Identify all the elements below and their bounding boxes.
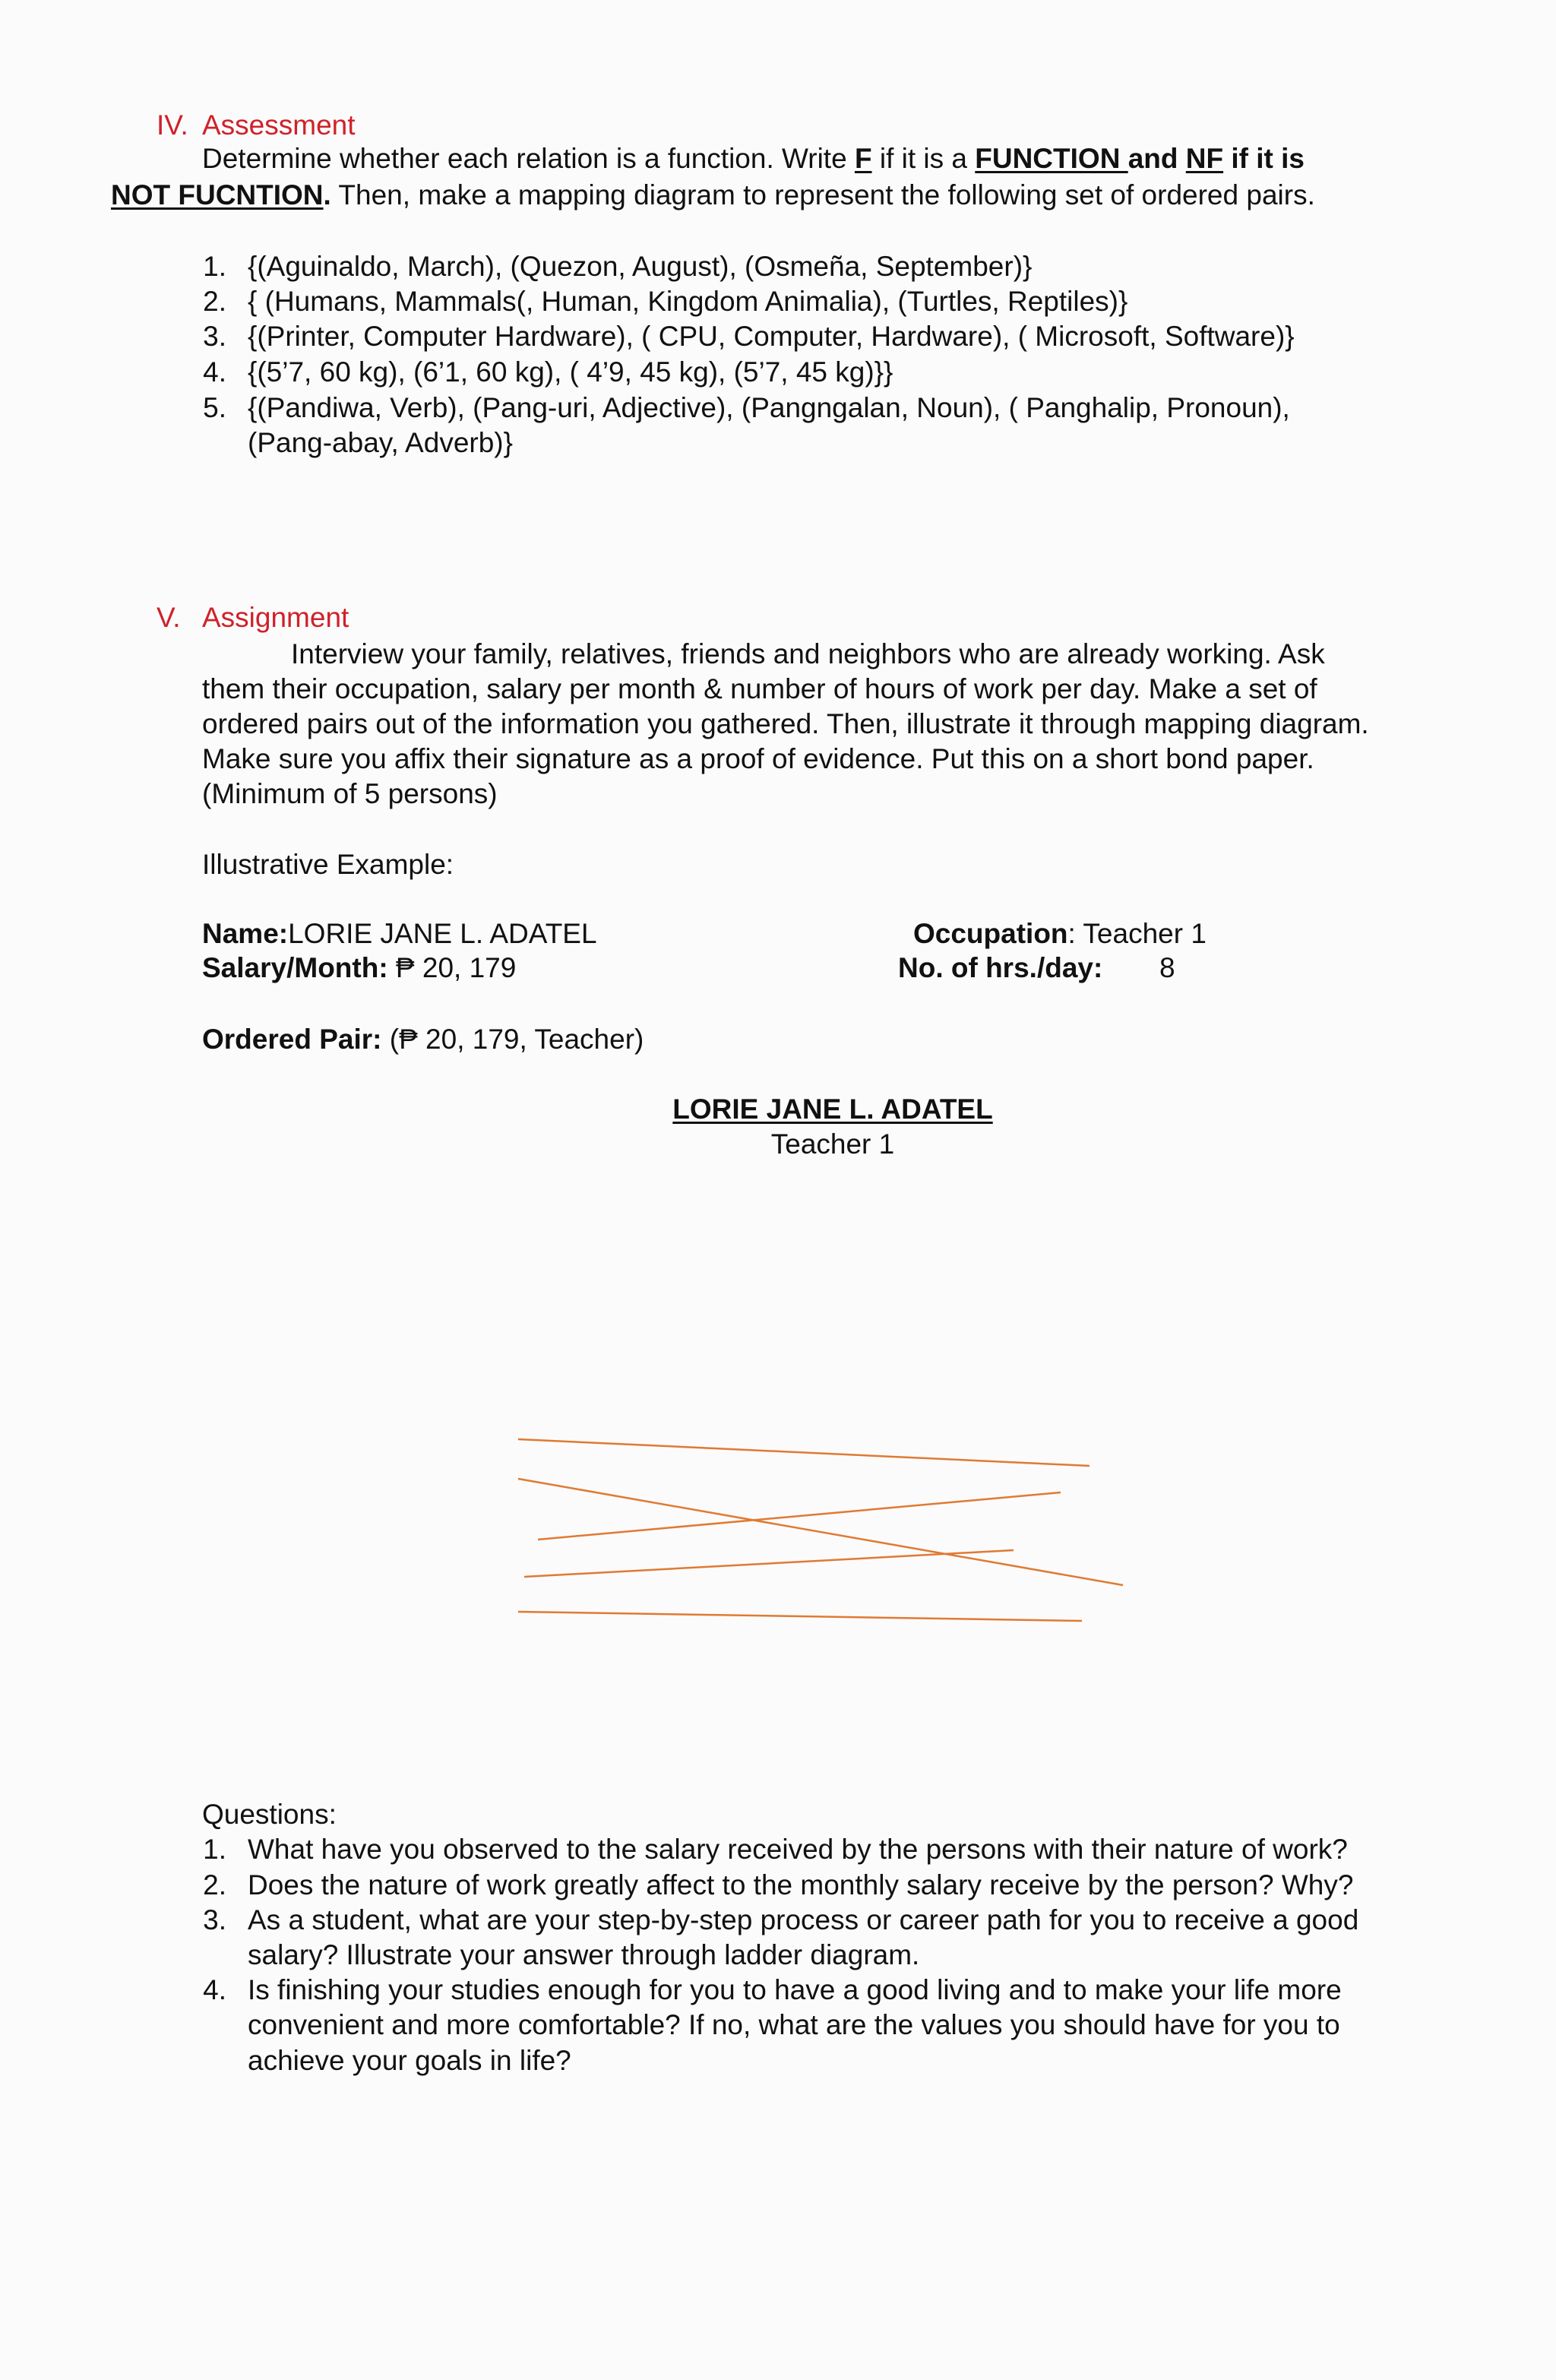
mapping-line (518, 1612, 1082, 1621)
assignment-paragraph-line: Make sure you affix their signature as a proof of evidence. Put this on a short bond paper. (202, 743, 1314, 774)
question-number: 2. (203, 1869, 226, 1901)
question-text: What have you observed to the salary received by the persons with their nature of work? (248, 1834, 1348, 1865)
list-item: { (Humans, Mammals(, Human, Kingdom Animalia), (Turtles, Reptiles)} (248, 286, 1128, 317)
questions-heading: Questions: (202, 1799, 337, 1830)
list-item-number: 2. (203, 286, 226, 317)
list-item-number: 3. (203, 321, 226, 352)
list-item: {(Aguinaldo, March), (Quezon, August), (Osmeña, September)} (248, 251, 1033, 282)
list-item: {(5’7, 60 kg), (6’1, 60 kg), ( 4’9, 45 kg), (5’7, 45 kg)}} (248, 356, 893, 388)
mapping-line (538, 1492, 1061, 1540)
assessment-heading-number: IV. (157, 109, 188, 141)
assignment-heading-number: V. (157, 602, 181, 633)
question-text: Is finishing your studies enough for you to have a good living and to make your life more (248, 1974, 1342, 2005)
list-item-continuation: (Pang-abay, Adverb)} (248, 427, 513, 458)
list-item-number: 1. (203, 251, 226, 282)
hours-field-value: 8 (1159, 952, 1175, 983)
mapping-line (518, 1439, 1090, 1466)
question-text: salary? Illustrate your answer through ladder diagram. (248, 1939, 920, 1970)
question-number: 1. (203, 1834, 226, 1865)
ordered-pair-field: Ordered Pair: (₱ 20, 179, Teacher) (202, 1024, 644, 1055)
assignment-paragraph-line: (Minimum of 5 persons) (202, 778, 498, 809)
list-item-number: 5. (203, 392, 226, 423)
name-field: Name:LORIE JANE L. ADATEL (202, 918, 597, 949)
assessment-intro-line-2: NOT FUCNTION. Then, make a mapping diagram to represent the following set of ordered pairs. (111, 179, 1315, 210)
question-number: 4. (203, 1974, 226, 2005)
question-text: As a student, what are your step-by-step process or career path for you to receive a good (248, 1904, 1359, 1935)
signature-name: LORIE JANE L. ADATEL (672, 1093, 993, 1125)
assessment-intro-line-1: Determine whether each relation is a function. Write F if it is a FUNCTION and NF if it is (202, 143, 1305, 174)
assessment-heading: Assessment (202, 109, 356, 141)
question-text: Does the nature of work greatly affect to the monthly salary receive by the person? Why? (248, 1869, 1354, 1901)
list-item: {(Printer, Computer Hardware), ( CPU, Computer, Hardware), ( Microsoft, Software)} (248, 321, 1295, 352)
question-text: convenient and more comfortable? If no, what are the values you should have for you to (248, 2009, 1340, 2040)
list-item-number: 4. (203, 356, 226, 388)
list-item: {(Pandiwa, Verb), (Pang-uri, Adjective), (Pangngalan, Noun), ( Panghalip, Pronoun), (248, 392, 1290, 423)
assignment-heading: Assignment (202, 602, 349, 633)
assignment-paragraph-line: Interview your family, relatives, friends and neighbors who are already working. Ask (291, 638, 1325, 669)
signature-title: Teacher 1 (770, 1128, 895, 1160)
salary-field: Salary/Month: ₱ 20, 179 (202, 952, 517, 983)
assignment-paragraph-line: them their occupation, salary per month & number of hours of work per day. Make a set of (202, 673, 1317, 704)
question-number: 3. (203, 1904, 226, 1935)
occupation-field: Occupation: Teacher 1 (913, 918, 1207, 949)
hours-field-label: No. of hrs./day: (898, 952, 1103, 983)
question-text: achieve your goals in life? (248, 2045, 571, 2076)
example-label: Illustrative Example: (202, 849, 454, 880)
mapping-line (524, 1550, 1014, 1577)
assignment-paragraph-line: ordered pairs out of the information you gathered. Then, illustrate it through mapping diagram. (202, 708, 1369, 739)
